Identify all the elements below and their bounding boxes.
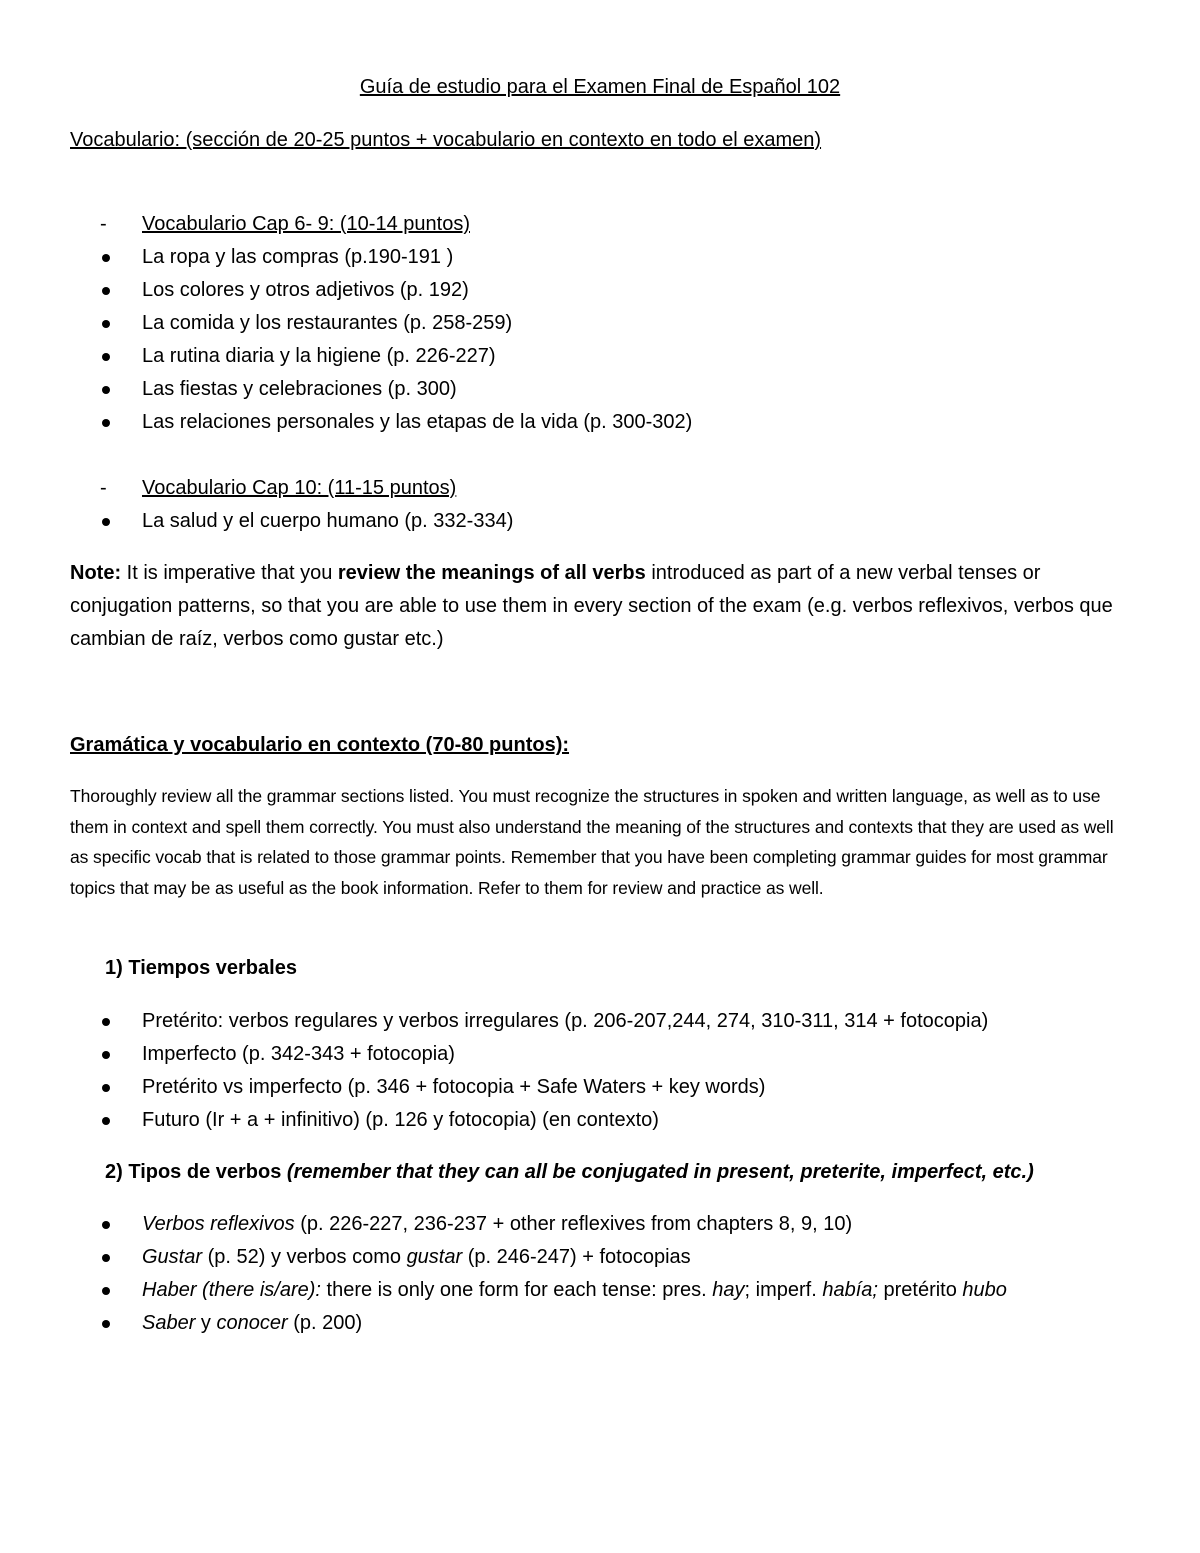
list-item: Pretérito: verbos regulares y verbos irregulares (p. 206-207,244, 274, 310-311, 314 + fotocopia) bbox=[100, 1008, 988, 1034]
dash-marker: - bbox=[100, 477, 107, 499]
note-paragraph: Note: It is imperative that you review the meanings of all verbs introduced as part of a new verbal tenses or conjugation patterns, so that you are able to use them in every section of the exam (e.g. verbos reflexivos, verbos que cambian de raíz, verbos como gustar etc.) bbox=[70, 562, 1113, 650]
list-item: La ropa y las compras (p.190-191 ) bbox=[100, 244, 453, 270]
bullet-icon bbox=[102, 287, 110, 295]
list-item: La salud y el cuerpo humano (p. 332-334) bbox=[100, 508, 513, 534]
list-item: Imperfecto (p. 342-343 + fotocopia) bbox=[100, 1041, 455, 1067]
section2-heading: 2) Tipos de verbos (remember that they can all be conjugated in present, preterite, imperfect, etc.) bbox=[105, 1161, 1034, 1183]
list-item: Los colores y otros adjetivos (p. 192) bbox=[100, 277, 469, 303]
vocab-6-9-heading: Vocabulario Cap 6- 9: (10-14 puntos) bbox=[142, 213, 470, 235]
list-item: Futuro (Ir + a + infinitivo) (p. 126 y fotocopia) (en contexto) bbox=[100, 1107, 659, 1133]
bullet-icon bbox=[102, 518, 110, 526]
grammar-heading: Gramática y vocabulario en contexto (70-80 puntos): bbox=[70, 734, 570, 756]
section2-heading-note: (remember that they can all be conjugated in present, preterite, imperfect, etc.) bbox=[286, 1161, 1034, 1183]
bullet-icon bbox=[102, 254, 110, 262]
bullet-icon bbox=[102, 1320, 110, 1328]
vocab-10-heading-item bbox=[100, 475, 456, 501]
bullet-icon bbox=[102, 1287, 110, 1295]
list-item: La rutina diaria y la higiene (p. 226-227) bbox=[100, 343, 496, 369]
page-title: Guía de estudio para el Examen Final de Español 102 bbox=[359, 76, 841, 98]
list-item: Verbos reflexivos (p. 226-227, 236-237 + other reflexives from chapters 8, 9, 10) bbox=[100, 1211, 852, 1237]
bullet-icon bbox=[102, 1051, 110, 1059]
dash-marker: - bbox=[100, 213, 107, 235]
note-label: Note: bbox=[70, 562, 122, 584]
list-item: Pretérito vs imperfecto (p. 346 + fotocopia + Safe Waters + key words) bbox=[100, 1074, 765, 1100]
bullet-icon bbox=[102, 320, 110, 328]
bullet-icon bbox=[102, 1084, 110, 1092]
bullet-icon bbox=[102, 1221, 110, 1229]
list-item: Las relaciones personales y las etapas de la vida (p. 300-302) bbox=[100, 409, 692, 435]
list-item: Las fiestas y celebraciones (p. 300) bbox=[100, 376, 457, 402]
vocab-6-9-heading-item bbox=[100, 211, 470, 237]
list-item: Haber (there is/are): there is only one form for each tense: pres. hay; imperf. había; pretérito hubo bbox=[100, 1277, 1007, 1303]
bullet-icon bbox=[102, 353, 110, 361]
bullet-icon bbox=[102, 386, 110, 394]
section1-heading: 1) Tiempos verbales bbox=[105, 957, 297, 979]
vocab-10-heading: Vocabulario Cap 10: (11-15 puntos) bbox=[142, 477, 457, 499]
bullet-icon bbox=[102, 1254, 110, 1262]
bullet-icon bbox=[102, 1117, 110, 1125]
list-item: La comida y los restaurantes (p. 258-259) bbox=[100, 310, 512, 336]
vocab-heading: Vocabulario: (sección de 20-25 puntos + vocabulario en contexto en todo el examen) bbox=[70, 129, 822, 151]
bullet-icon bbox=[102, 1018, 110, 1026]
list-item: Saber y conocer (p. 200) bbox=[100, 1310, 362, 1336]
grammar-intro: Thoroughly review all the grammar sections listed. You must recognize the structures in spoken and written language, as well as to use them in context and spell them correctly. You must also understand the meaning of the structures and contexts that they are used as well as specific vocab that is related to those grammar points. Remember that you have been completing grammar guides for most grammar topics that may be as useful as the book information. Refer to them for review and practice as well. bbox=[70, 786, 1114, 898]
bullet-icon bbox=[102, 419, 110, 427]
note-emphasis: review the meanings of all verbs bbox=[337, 562, 646, 584]
list-item: Gustar (p. 52) y verbos como gustar (p. 246-247) + fotocopias bbox=[100, 1244, 691, 1270]
